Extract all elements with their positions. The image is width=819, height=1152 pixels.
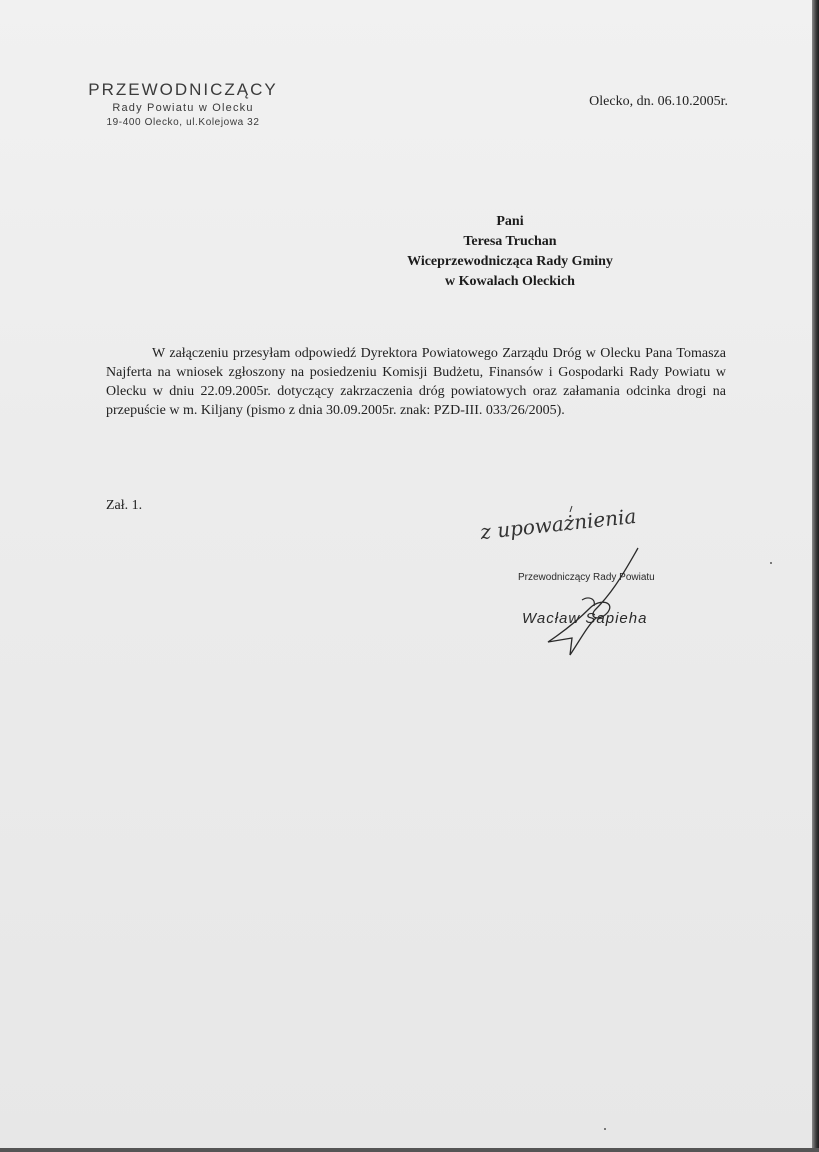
handwritten-annotation: z upoważnienia (479, 503, 638, 545)
letterhead-stamp (78, 80, 288, 130)
signature-scribble-icon (470, 500, 700, 670)
addressee-block (380, 212, 640, 292)
letter-body (106, 344, 726, 420)
signature-block (470, 500, 700, 670)
letter-body-text: W załączeniu przesyłam odpowiedź Dyrektora Powiatowego Zarządu Dróg w Olecku Pana Tomasza Najferta na wniosek zgłoszony na posiedzeniu Komisji Budżetu, Finansów i Gospodarki Rady Powiatu w Olecku w dniu 22.09.2005r. dotyczący zakrzaczenia dróg powiatowych oraz załamania odcinka drogi na przepuście w m. Kiljany (pismo z dnia 30.09.2005r. znak: PZD-III. 033/26/2005). (106, 346, 726, 418)
scan-speck (770, 562, 772, 564)
letterhead-subtitle: Rady Powiatu w Olecku (112, 102, 254, 114)
addressee-position: Wiceprzewodnicząca Rady Gminy (407, 254, 613, 269)
letter-date: Olecko, dn. 06.10.2005r. (589, 94, 728, 109)
scan-edge-bottom (0, 1148, 819, 1152)
scan-edge-right (812, 0, 819, 1152)
addressee-salutation: Pani (496, 214, 524, 229)
attachment-note: Zał. 1. (106, 498, 143, 513)
signatory-role: Przewodniczący Rady Powiatu (518, 572, 655, 583)
addressee-name: Teresa Truchan (463, 234, 557, 249)
signatory-name: Wacław Sapieha (522, 610, 648, 627)
scan-speck (604, 1128, 606, 1130)
addressee-location: w Kowalach Oleckich (445, 274, 575, 289)
letterhead-title: PRZEWODNICZĄCY (88, 80, 278, 99)
letterhead-address: 19-400 Olecko, ul.Kolejowa 32 (106, 117, 260, 128)
